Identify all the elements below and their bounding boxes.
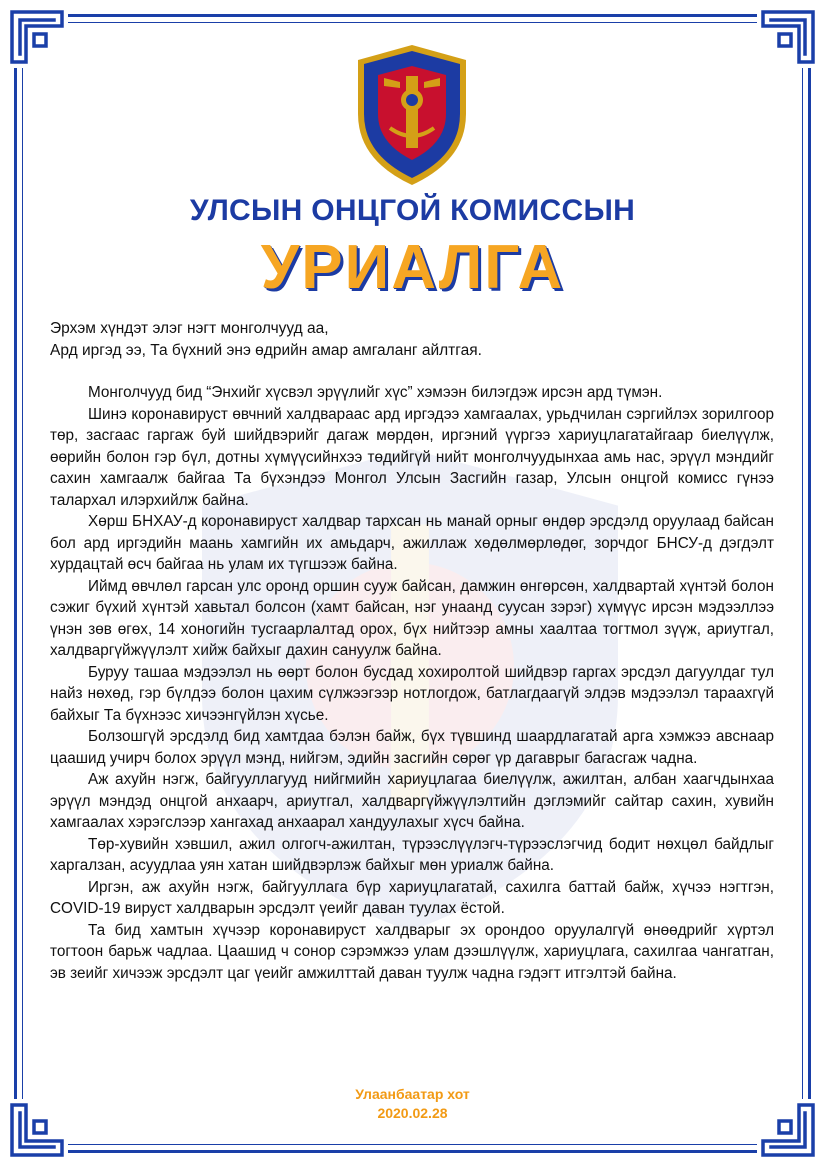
appeal-body (50, 382, 774, 984)
paragraph: Буруу ташаа мэдээлэл нь өөрт болон бусдад хохиролтой шийдвэр гаргах эрсдэл дагуулдаг тул найз нөхөд, гэр бүлдээ болон цахим сүлжээгээр нотлогдож, батлагдаагүй элдэв мэдээлэл тараахгүй байхыг Та бүхнээс хичээнгүйлэн хүсье. (50, 663, 774, 724)
greeting-line: Ард иргэд ээ, Та бүхний энэ өдрийн амар амгаланг айлтгая. (50, 342, 482, 359)
paragraph: Иймд өвчлөл гарсан улс оронд оршин сууж байсан, дамжин өнгөрсөн, халдвартай хүнтэй болон сэжиг бүхий хүнтэй хавьтал болсон (хамт байсан, нэг унаанд суусан зэрэг) хүмүүс ирсэн мэдээллээ үнэн зөв өгөх, 14 хоногийн тусгаарлалтад орох, бүх нийтээр амны хаалтаа тогтмол зүүж, ариутгал, халдваргүйжүүлэлт хийж байхыг дахин сануулж байна. (50, 577, 774, 659)
greeting (50, 318, 780, 362)
page-title: УЛСЫН ОНЦГОЙ КОМИССЫН (189, 194, 636, 227)
paragraph: Та бид хамтын хүчээр коронавируст халдварыг эх орондоо оруулалгүй өнөөдрийг хүртэл тогтоон барьж чадлаа. Цаашид ч сонор сэрэмжээ улам дээшлүүлж, хариуцлага, сахилгаа чангатган, эв зеийг хичээж эрсдэлт цаг үеийг амжилттай даван туулж чадна гэдэгт итгэлтэй байна. (50, 921, 774, 982)
paragraph: Болзошгүй эрсдэлд бид хамтдаа бэлэн байж, бүх түвшинд шаардлагатай арга хэмжээ авснаар цаашид учирч болох эрүүл мэнд, нийгэм, эдийн засгийн сөрөг үр дагаврыг багасгаж чадна. (50, 728, 774, 767)
commission-emblem (354, 42, 470, 188)
signature-city: Улаанбаатар хот (355, 1086, 470, 1102)
signature-date: 2020.02.28 (377, 1105, 448, 1121)
paragraph: Төр-хувийн хэвшил, ажил олгогч-ажилтан, түрээслүүлэгч-түрээслэгчид бодит нөхцөл байдлыг харгалзан, асуудлаа уян хатан шийдвэрлэж байхыг мөн уриалж байна. (50, 835, 774, 874)
corner-ornament-icon (757, 6, 819, 68)
paragraph: Монголчууд бид “Энхийг хүсвэл эрүүлийг хүс” хэмээн билэгдэж ирсэн ард түмэн. (88, 384, 663, 401)
paragraph: Шинэ коронавируст өвчний халдвараас ард иргэдээ хамгаалах, урьдчилан сэргийлэх зорилгоор төр, засгаас гаргаж буй шийдвэрийг дагаж мөрдөн, иргэний үүргээ хариуцлагатайгаар биелүүлж, өөрийн болон гэр бүл, дотны хүмүүсийнхээ төдийгүй нийт монголчуудынхаа амь нас, эрүүл мэндийг сахин хамгаалж байгаа Та бүхэндээ Монгол Улсын Засгийн газар, Улсын онцгой комисс гүнээ талархал илэрхийлж байна. (50, 405, 774, 509)
corner-ornament-icon (6, 6, 68, 68)
paragraph: Аж ахуйн нэгж, байгууллагууд нийгмийн хариуцлагаа биелүүлж, ажилтан, албан хаагчдынхаа эрүүл мэндэд онцгой анхаарч, ариутгал, халдваргүйжүүлэлтийн дэглэмийг сайтар сахин, хувийн хамгаалах хэрэгслээр хангахад анхаарал хандуулахыг хүсч байна. (50, 771, 774, 831)
greeting-line: Эрхэм хүндэт элэг нэгт монголчууд аа, (50, 320, 329, 337)
paragraph: Иргэн, аж ахуйн нэгж, байгууллага бүр хариуцлагатай, сахилга баттай байж, хүчээ нэгтгэн, COVID-19 вируст халдварын эрсдэлт үеийг даван туулах ёстой. (50, 878, 774, 917)
paragraph: Хөрш БНХАУ-д коронавируст халдвар тархсан нь манай орныг өндөр эрсдэлд оруулаад байсан бол ард иргэдийн маань хамгийн их амьдарч, ажиллаж хөдөлмөрлөдөг, зорчдог БНСУ-д дэгдэлт хурдацтай өсч байгаа нь улам их түгшээж байна. (50, 513, 774, 573)
page-subtitle: УРИАЛГА (260, 233, 565, 302)
